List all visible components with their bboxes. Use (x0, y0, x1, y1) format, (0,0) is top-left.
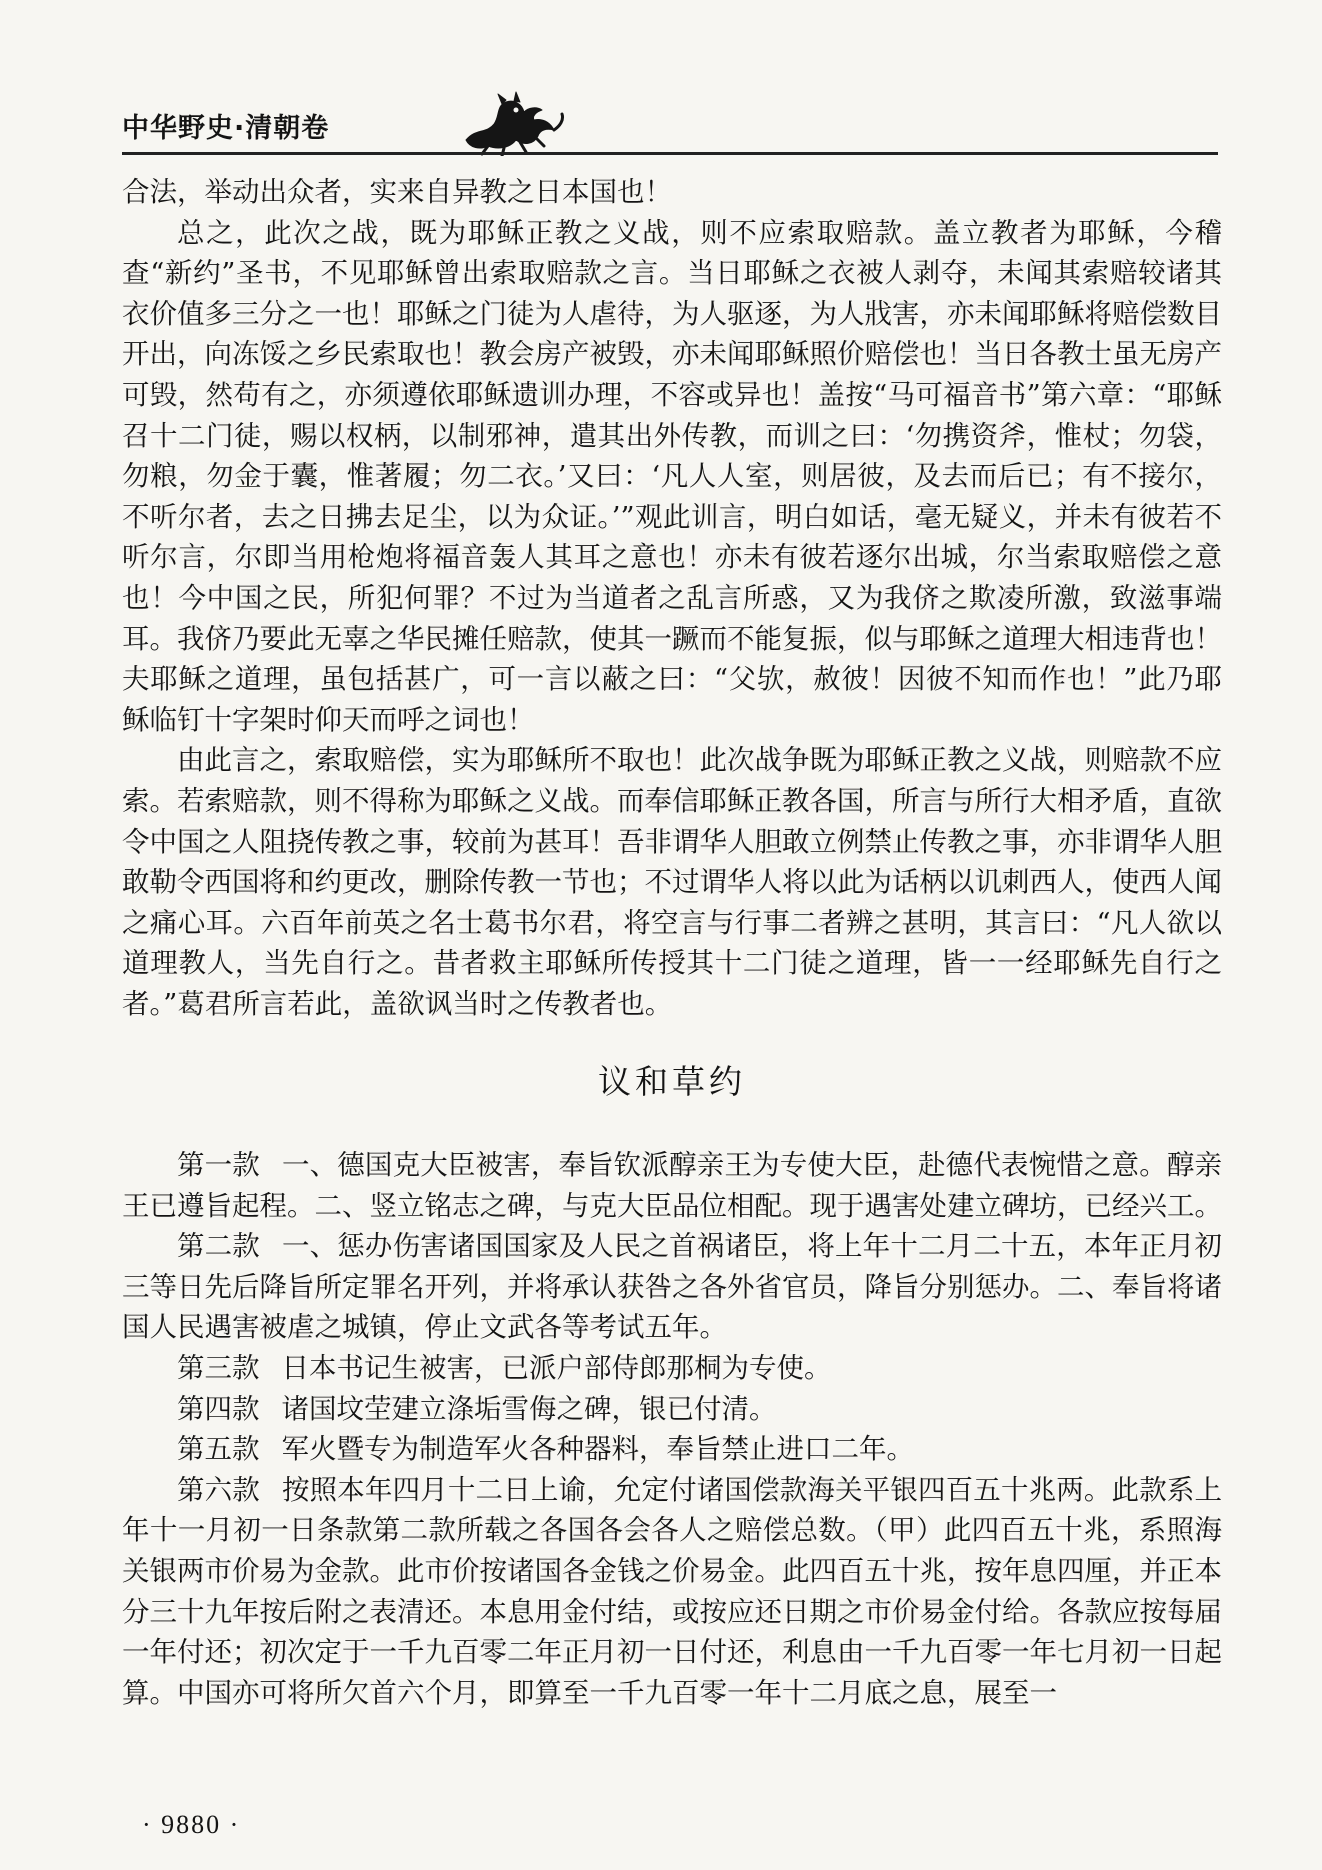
section-title: 议和草约 (598, 1062, 746, 1102)
main-text (122, 172, 1222, 1713)
article-3 (122, 1348, 1222, 1389)
article-text: 军火暨专为制造军火各种器料，奉旨禁止进口二年。 (281, 1433, 914, 1466)
article-label: 第一款 (177, 1149, 260, 1182)
article-text: 日本书记生被害，已派户部侍郎那桐为专使。 (281, 1352, 832, 1385)
header-rule (122, 152, 1218, 155)
running-header (122, 100, 1222, 160)
page-number: · 9880 · (142, 1810, 241, 1839)
paragraph-continued: 合法，举动出众者，实来自异教之日本国也！ (122, 176, 672, 208)
article-text: 按照本年四月十二日上谕，允定付诸国偿款海关平银四百五十兆两。此款系上年十一月初一日条款第二款所载之各国各会各人之赔偿总数。（甲）此四百五十兆，系照海关银两市价易为金款。此市价按诸国各金钱之价易金。此四百五十兆，按年息四厘，并正本分三十九年按后附之表清还。本息用金付结，或按应还日期之市价易金付给。各款应按每届一年付还；初次定于一千九百零二年正月初一日付还，利息由一千九百零一年七月初一日起算。中国亦可将所欠首六个月，即算至一千九百零一年十二月底之息，展至一 (122, 1473, 1223, 1709)
article-text: 一、惩办伤害诸国国家及人民之首祸诸臣，将上年十二月二十五，本年正月初三等日先后降旨所定罪名开列，并将承认获咎之各外省官员，降旨分别惩办。二、奉旨将诸国人民遇害被虐之城镇，停止文武各等考试五年。 (122, 1230, 1223, 1344)
book-title: 中华野史·清朝卷 (122, 113, 330, 144)
paragraph: 总之，此次之战，既为耶稣正教之义战，则不应索取赔款。盖立教者为耶稣，今稽查“新约”圣书，不见耶稣曾出索取赔款之言。当日耶稣之衣被人剥夺，未闻其索赔较诸其衣价值多三分之一也！耶稣之门徒为人虐待，为人驱逐，为人戕害，亦未闻耶稣将赔偿数目开出，向冻馁之乡民索取也！教会房产被毁，亦未闻耶稣照价赔偿也！当日各教士虽无房产可毁，然苟有之，亦须遵依耶稣遗训办理，不容或异也！盖按“马可福音书”第六章：“耶稣召十二门徒，赐以权柄，以制邪神，遣其出外传教，而训之曰：‘勿携资斧，惟杖；勿袋，勿粮，勿金于囊，惟著履；勿二衣。’又曰：‘凡人人室，则居彼，及去而后已；有不接尔，不听尔者，去之日拂去足尘，以为众证。’”观此训言，明白如话，毫无疑义，并未有彼若不听尔言，尔即当用枪炮将福音轰人其耳之意也！亦未有彼若逐尔出城，尔当索取赔偿之意也！今中国之民，所犯何罪？不过为当道者之乱言所惑，又为我侪之欺凌所激，致滋事端耳。我侪乃要此无辜之华民摊任赔款，使其一蹶而不能复振，似与耶稣之道理大相违背也！夫耶稣之道理，虽包括甚广，可一言以蔽之曰：“父欤，赦彼！因彼不知而作也！”此乃耶稣临钉十字架时仰天而呼之词也！ (122, 216, 1222, 736)
article-5 (122, 1429, 1222, 1470)
article-2 (122, 1226, 1222, 1348)
article-text: 一、德国克大臣被害，奉旨钦派醇亲王为专使大臣，赴德代表惋惜之意。醇亲王已遵旨起程。二、竖立铭志之碑，与克大臣品位相配。现于遇害处建立碑坊，已经兴工。 (122, 1149, 1223, 1222)
paragraph: 由此言之，索取赔偿，实为耶稣所不取也！此次战争既为耶稣正教之义战，则赔款不应索。若索赔款，则不得称为耶稣之义战。而奉信耶稣正教各国，所言与所行大相矛盾，直欲令中国之人阻挠传教之事，较前为甚耳！吾非谓华人胆敢立例禁止传教之事，亦非谓华人胆敢勒令西国将和约更改，删除传教一节也；不过谓华人将以此为话柄以讥刺西人，使西人闻之痛心耳。六百年前英之名士葛书尔君，将空言与行事二者辨之甚明，其言曰：“凡人欲以道理教人，当先自行之。昔者救主耶稣所传授其十二门徒之道理，皆一一经耶稣先自行之者。”葛君所言若此，盖欲讽当时之传教者也。 (122, 744, 1222, 1020)
dragon-emblem-icon (458, 90, 568, 156)
article-label: 第六款 (177, 1473, 260, 1506)
article-label: 第二款 (177, 1230, 260, 1263)
article-4 (122, 1389, 1222, 1430)
article-text: 诸国坟茔建立涤垢雪侮之碑，银已付清。 (281, 1392, 777, 1425)
article-6 (122, 1470, 1222, 1714)
article-label: 第五款 (177, 1433, 260, 1466)
article-1 (122, 1145, 1222, 1226)
article-label: 第三款 (177, 1352, 260, 1385)
article-label: 第四款 (177, 1392, 260, 1425)
